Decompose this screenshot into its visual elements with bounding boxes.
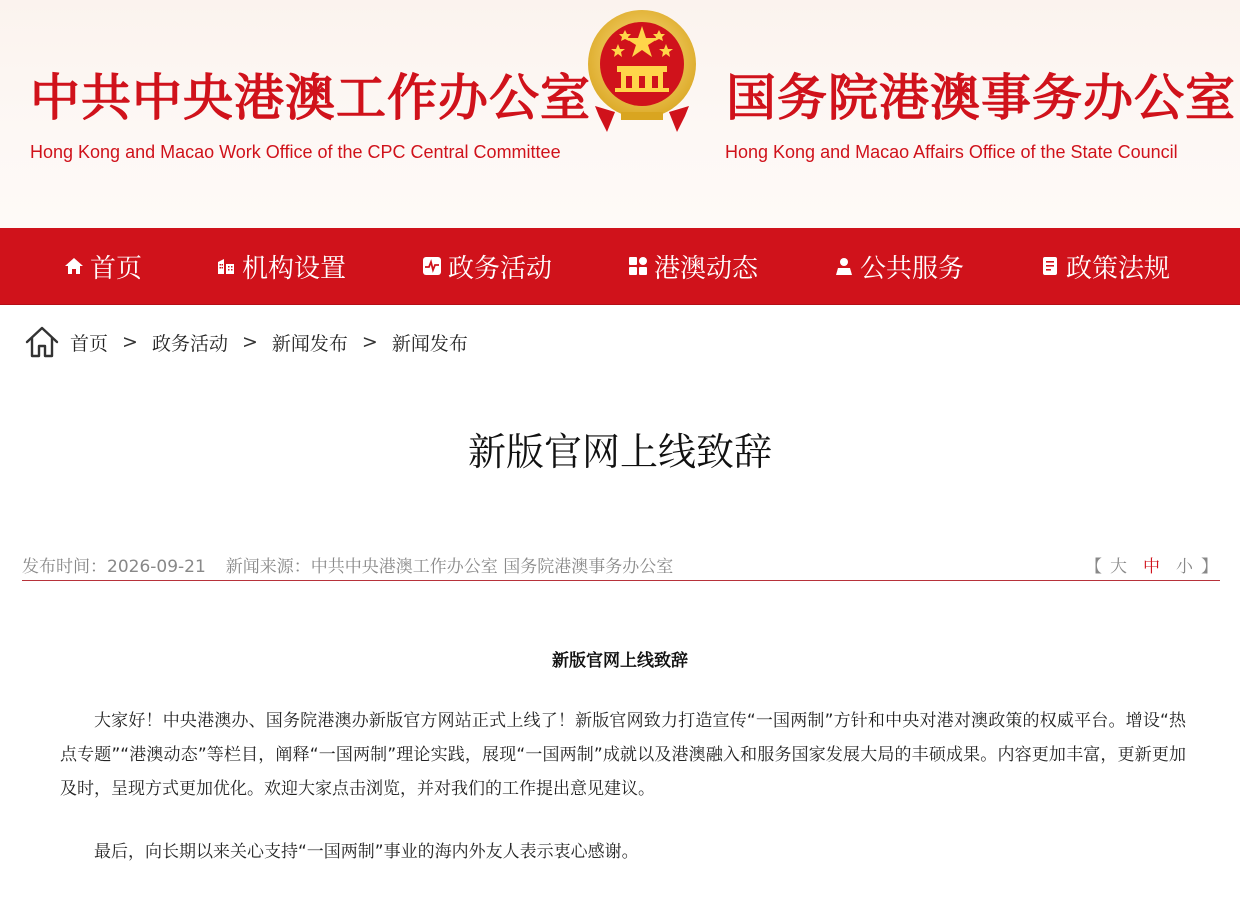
article-paragraph: 最后，向长期以来关心支持“一国两制”事业的海内外友人表示衷心感谢。 xyxy=(94,842,639,862)
news-source-label: 新闻来源： xyxy=(225,557,311,577)
nav-item-government-affairs[interactable] xyxy=(422,228,552,304)
home-outline-icon[interactable] xyxy=(24,324,60,360)
building-icon xyxy=(216,256,236,276)
bracket-close: 】 xyxy=(1201,557,1218,577)
breadcrumb-news-release[interactable]: 新闻发布 xyxy=(271,332,348,355)
nav-item-label: 首页 xyxy=(90,253,143,284)
site-header xyxy=(0,0,1240,228)
org-name-left-en[interactable]: Hong Kong and Macao Work Office of the CPC Central Committee xyxy=(30,142,561,162)
nav-item-label: 机构设置 xyxy=(242,253,347,284)
breadcrumb-separator: > xyxy=(122,331,138,353)
publish-time-label: 发布时间： xyxy=(22,557,107,577)
font-size-large-button[interactable]: 大 xyxy=(1110,557,1127,577)
nav-item-policies[interactable] xyxy=(1040,228,1170,304)
nav-item-label: 政务活动 xyxy=(448,253,553,284)
nav-item-organization[interactable] xyxy=(216,228,346,304)
nav-item-label: 政策法规 xyxy=(1066,253,1171,284)
article-title: 新版官网上线致辞 xyxy=(467,430,772,474)
org-name-right-en[interactable]: Hong Kong and Macao Affairs Office of the State Council xyxy=(725,142,1178,162)
nav-item-public-services[interactable] xyxy=(834,228,964,304)
main-nav xyxy=(0,228,1240,305)
breadcrumb-separator: > xyxy=(241,331,258,353)
org-name-right-cn[interactable]: 国务院港澳事务办公室 xyxy=(726,69,1236,127)
bracket-open: 【 xyxy=(1085,557,1102,577)
org-name-left-cn[interactable]: 中共中央港澳工作办公室 xyxy=(30,69,591,127)
breadcrumb-separator: > xyxy=(361,331,378,353)
document-icon xyxy=(1040,256,1060,276)
publish-date: 2026-09-21 xyxy=(107,557,206,577)
pulse-icon xyxy=(422,256,442,276)
breadcrumb-current[interactable]: 新闻发布 xyxy=(391,332,468,355)
content-heading: 新版官网上线致辞 xyxy=(552,651,688,671)
font-size-medium-button[interactable]: 中 xyxy=(1143,557,1160,577)
breadcrumb xyxy=(24,322,468,362)
font-size-switcher xyxy=(1085,552,1218,577)
grid-icon xyxy=(628,256,648,276)
home-icon xyxy=(64,256,84,276)
nav-item-home[interactable] xyxy=(64,228,142,304)
nav-item-label: 港澳动态 xyxy=(654,253,759,284)
font-size-small-button[interactable]: 小 xyxy=(1176,557,1193,577)
national-emblem-icon[interactable] xyxy=(585,8,700,134)
news-source: 中共中央港澳工作办公室 国务院港澳事务办公室 xyxy=(310,557,674,577)
article-paragraph: 大家好！中央港澳办、国务院港澳办新版官方网站正式上线了！新版官网致力打造宣传“一国两制”方针和中央对港对澳政策的权威平台。增设“热点专题”“港澳动态”等栏目，阐释“一国两制”理论实践，展现“一国两制”成就以及港澳融入和服务国家发展大局的丰硕成果。内容更加丰富，更新更加及时，呈现方式更加优化。欢迎大家点击浏览，并对我们的工作提出意见建议。 xyxy=(60,711,1186,799)
nav-item-hkmo-news[interactable] xyxy=(628,228,758,304)
breadcrumb-government-affairs[interactable]: 政务活动 xyxy=(151,332,228,355)
article-meta xyxy=(22,550,1220,581)
person-icon xyxy=(834,256,854,276)
nav-item-label: 公共服务 xyxy=(860,253,965,284)
breadcrumb-home[interactable]: 首页 xyxy=(70,332,109,355)
